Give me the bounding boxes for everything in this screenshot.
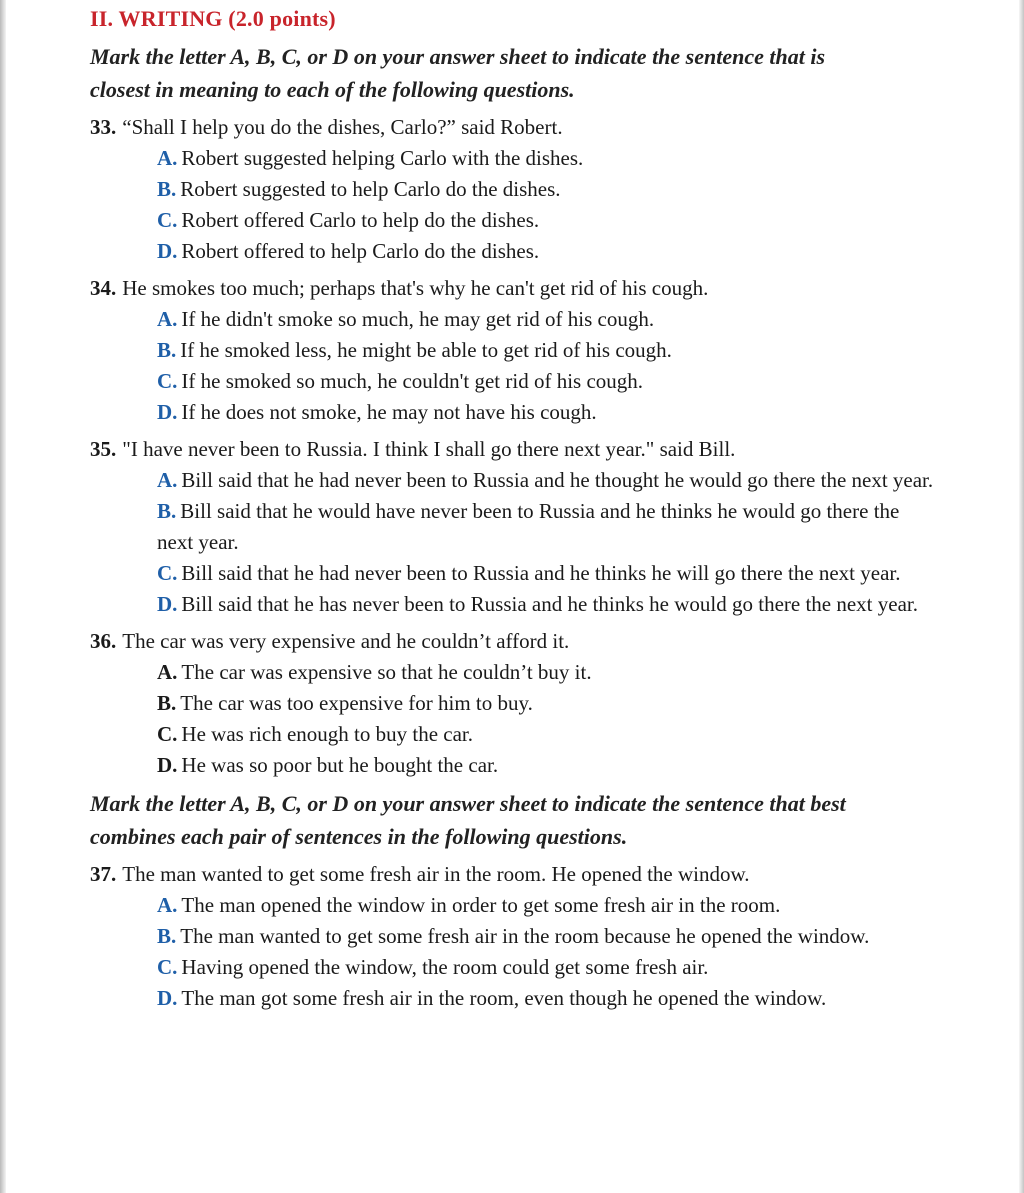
- option-text: The car was expensive so that he couldn’t buy it.: [181, 660, 592, 684]
- option-letter: B.: [157, 691, 177, 715]
- option-c: [157, 366, 937, 397]
- question-35-options: [90, 465, 940, 620]
- option-d: [157, 983, 937, 1014]
- question-number: 37.: [90, 862, 117, 886]
- option-c: [157, 558, 959, 589]
- option-b: [157, 496, 937, 558]
- question-stem: He smokes too much; perhaps that's why he can't get rid of his cough.: [122, 276, 709, 300]
- option-text: The man wanted to get some fresh air in the room because he opened the window.: [180, 924, 870, 948]
- section-title: II. WRITING (2.0 points): [90, 6, 336, 31]
- option-letter: C.: [157, 369, 178, 393]
- option-text: Robert suggested helping Carlo with the dishes.: [181, 146, 584, 170]
- option-d: [157, 750, 937, 781]
- option-text: Bill said that he had never been to Russia and he thinks he will go there the next year.: [181, 561, 901, 585]
- question-34: [90, 273, 940, 304]
- question-number: 33.: [90, 115, 117, 139]
- question-stem: “Shall I help you do the dishes, Carlo?” said Robert.: [122, 115, 563, 139]
- option-letter: D.: [157, 986, 178, 1010]
- question-33-options: [90, 143, 940, 267]
- question-35: [90, 434, 940, 465]
- question-number: 35.: [90, 437, 117, 461]
- option-letter: B.: [157, 177, 177, 201]
- question-33: [90, 112, 940, 143]
- option-c: [157, 952, 937, 983]
- option-text: The man got some fresh air in the room, even though he opened the window.: [181, 986, 827, 1010]
- question-number: 34.: [90, 276, 117, 300]
- option-d: [157, 236, 937, 267]
- option-c: [157, 205, 937, 236]
- option-letter: D.: [157, 753, 178, 777]
- option-text: Bill said that he would have never been to Russia and he thinks he would go there the next year.: [157, 499, 900, 554]
- option-letter: D.: [157, 239, 178, 263]
- option-letter: A.: [157, 146, 178, 170]
- option-a: [157, 465, 959, 496]
- option-text: Robert suggested to help Carlo do the dishes.: [180, 177, 561, 201]
- question-37: [90, 859, 940, 890]
- option-letter: C.: [157, 722, 178, 746]
- worksheet-content: [90, 4, 940, 1014]
- option-b: [157, 174, 937, 205]
- option-letter: A.: [157, 893, 178, 917]
- option-letter: A.: [157, 307, 178, 331]
- option-letter: C.: [157, 955, 178, 979]
- question-36-options: [90, 657, 940, 781]
- option-d: [157, 589, 959, 620]
- option-text: Robert offered Carlo to help do the dishes.: [181, 208, 540, 232]
- option-letter: A.: [157, 660, 178, 684]
- option-text: If he smoked less, he might be able to get rid of his cough.: [180, 338, 672, 362]
- option-text: The man opened the window in order to get some fresh air in the room.: [181, 893, 781, 917]
- question-36: [90, 626, 940, 657]
- option-text: He was rich enough to buy the car.: [181, 722, 474, 746]
- instruction-closest-meaning: Mark the letter A, B, C, or D on your answer sheet to indicate the sentence that is closest in meaning to each of the following questions.: [90, 44, 826, 102]
- option-letter: C.: [157, 208, 178, 232]
- option-c: [157, 719, 937, 750]
- option-letter: C.: [157, 561, 178, 585]
- question-37-options: [90, 890, 940, 1014]
- option-letter: B.: [157, 338, 177, 362]
- question-stem: The man wanted to get some fresh air in the room. He opened the window.: [122, 862, 750, 886]
- question-number: 36.: [90, 629, 117, 653]
- option-text: If he didn't smoke so much, he may get rid of his cough.: [181, 307, 655, 331]
- option-letter: B.: [157, 924, 177, 948]
- option-a: [157, 890, 937, 921]
- page-right-edge: [1019, 0, 1024, 1193]
- option-a: [157, 657, 937, 688]
- option-letter: B.: [157, 499, 177, 523]
- option-text: Having opened the window, the room could get some fresh air.: [181, 955, 709, 979]
- option-a: [157, 143, 937, 174]
- option-text: If he does not smoke, he may not have his cough.: [181, 400, 597, 424]
- option-b: [157, 688, 937, 719]
- question-stem: The car was very expensive and he couldn’t afford it.: [122, 629, 570, 653]
- option-letter: D.: [157, 400, 178, 424]
- option-letter: D.: [157, 592, 178, 616]
- question-34-options: [90, 304, 940, 428]
- option-text: If he smoked so much, he couldn't get rid of his cough.: [181, 369, 644, 393]
- option-text: Bill said that he had never been to Russia and he thought he would go there the next year.: [181, 468, 934, 492]
- option-b: [157, 921, 937, 952]
- option-a: [157, 304, 937, 335]
- question-stem: "I have never been to Russia. I think I shall go there next year." said Bill.: [122, 437, 736, 461]
- option-text: He was so poor but he bought the car.: [181, 753, 499, 777]
- instruction-combine-sentences: Mark the letter A, B, C, or D on your answer sheet to indicate the sentence that best combines each pair of sentences in the following questions.: [90, 791, 846, 849]
- option-text: Bill said that he has never been to Russia and he thinks he would go there the next year.: [181, 592, 918, 616]
- option-text: The car was too expensive for him to buy.: [180, 691, 533, 715]
- page-left-edge: [0, 0, 6, 1193]
- option-d: [157, 397, 937, 428]
- option-text: Robert offered to help Carlo do the dishes.: [181, 239, 540, 263]
- option-b: [157, 335, 937, 366]
- option-letter: A.: [157, 468, 178, 492]
